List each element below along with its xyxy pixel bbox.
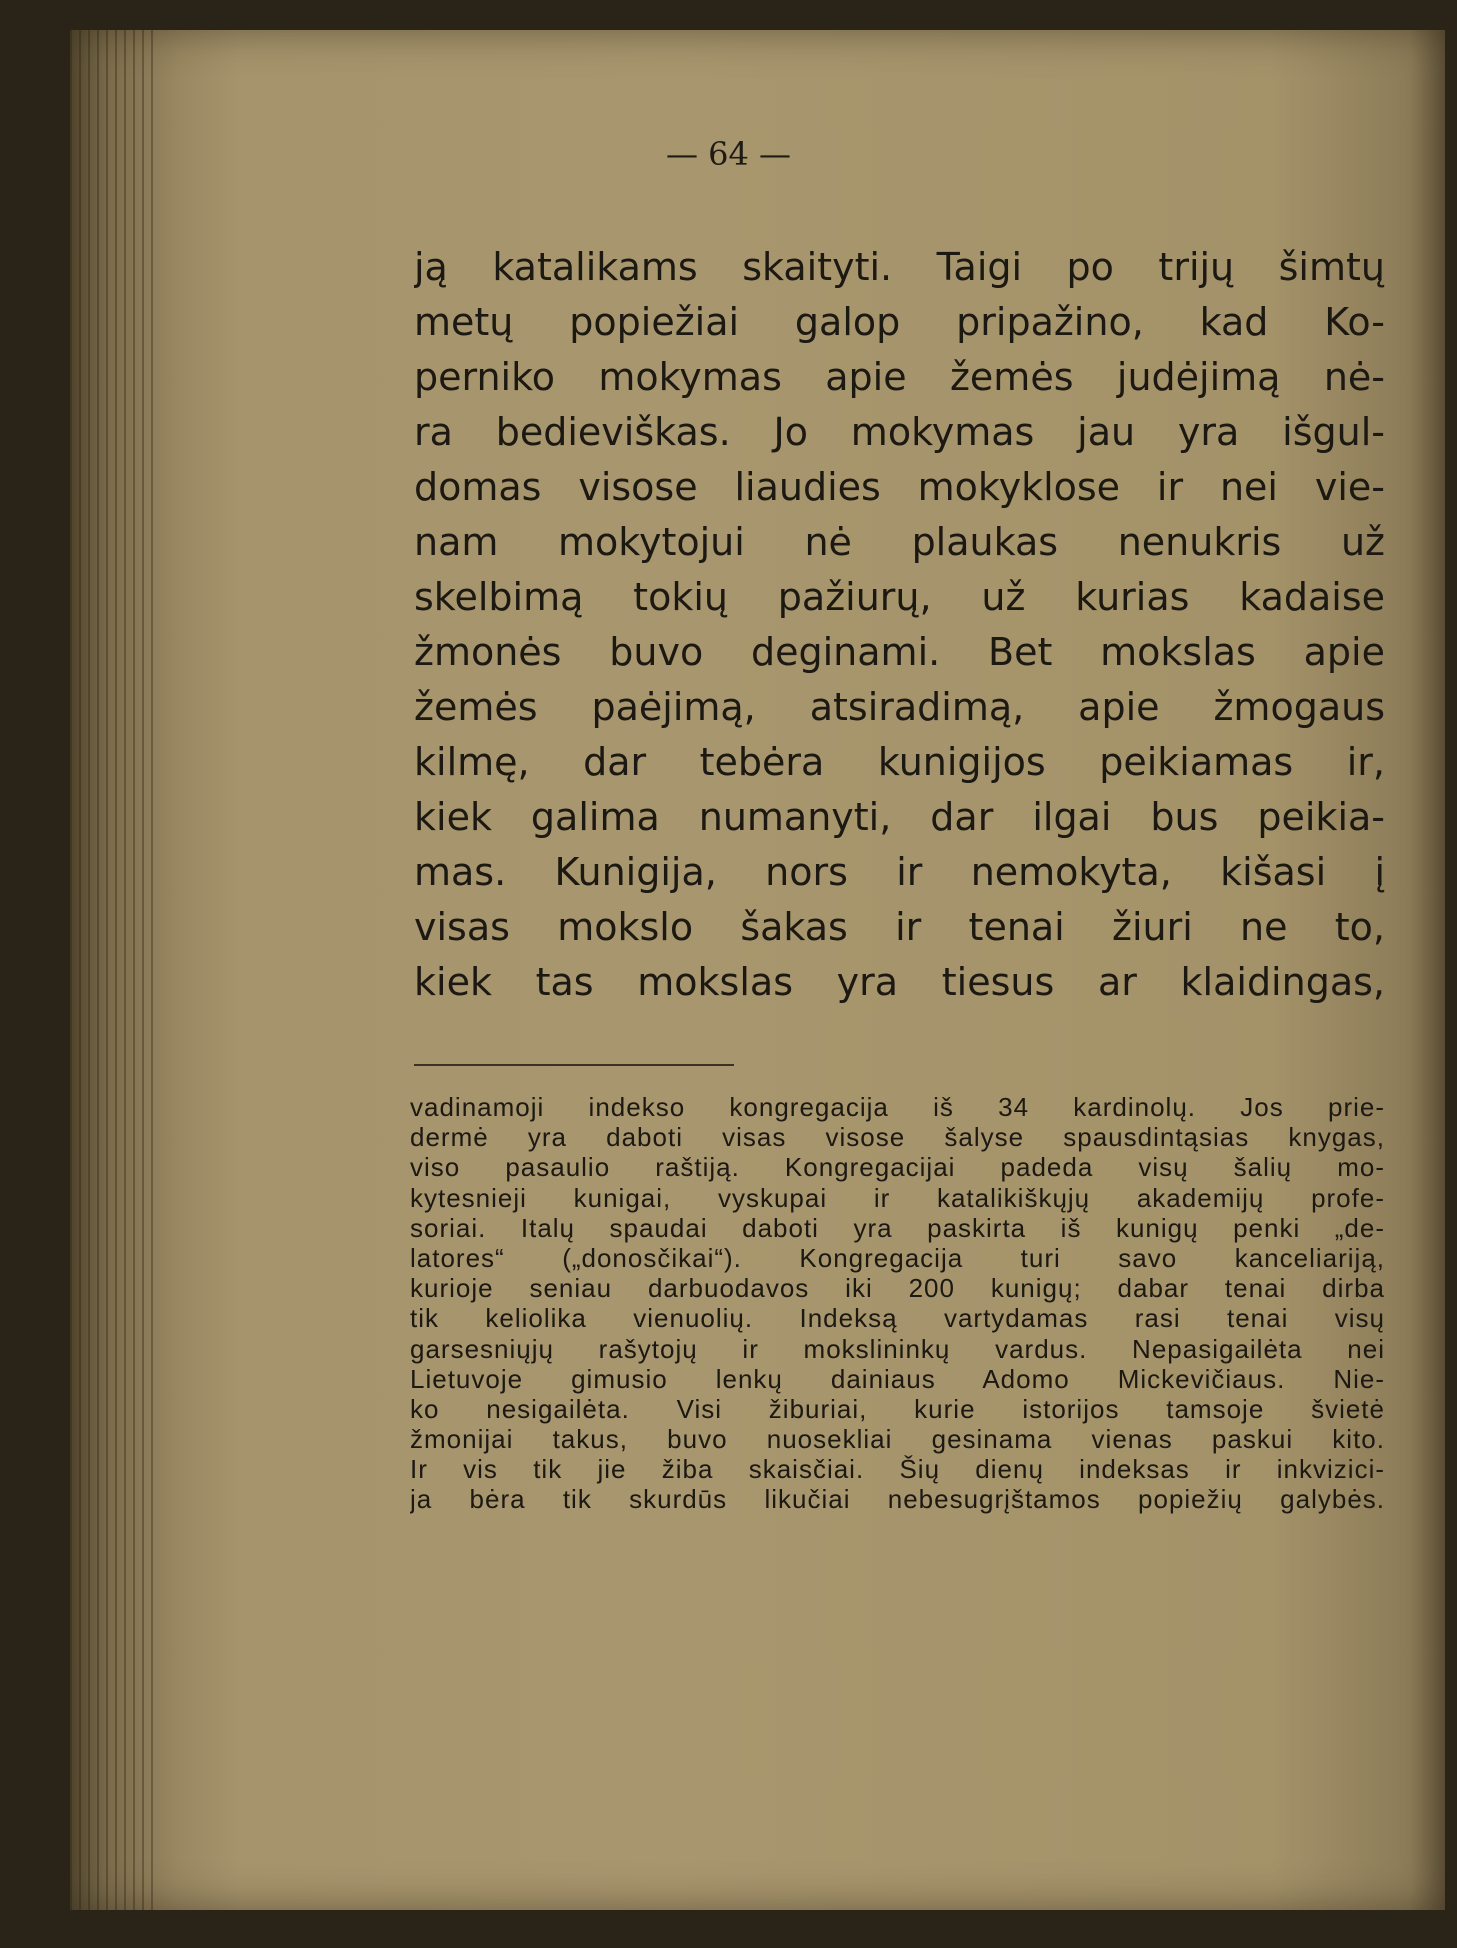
- footnote-line: ja bėra tik skurdūs likučiai nebesugrįštamos popiežių galybės.: [410, 1484, 1385, 1515]
- text-line: nam mokytojui nė plaukas nenukris už: [414, 520, 1385, 564]
- main-text: [414, 240, 1385, 1010]
- footnote-rule: [414, 1064, 734, 1066]
- text-line: kiek tas mokslas yra tiesus ar klaidingas,: [414, 960, 1385, 1004]
- page-binding-edge: [70, 30, 160, 1910]
- footnote-line: Ir vis tik jie žiba skaisčiai. Šių dienų indeksas ir inkvizici-: [410, 1454, 1385, 1485]
- text-line: mas. Kunigija, nors ir nemokyta, kišasi į: [414, 850, 1385, 894]
- text-line: visas mokslo šakas ir tenai žiuri ne to,: [414, 905, 1385, 949]
- text-line: ra bedieviškas. Jo mokymas jau yra išgul-: [414, 410, 1385, 454]
- footnote-line: viso pasaulio raštiją. Kongregacijai padeda visų šalių mo-: [410, 1152, 1385, 1183]
- text-line: skelbimą tokių pažiurų, už kurias kadaise: [414, 575, 1385, 619]
- text-line: kilmę, dar tebėra kunigijos peikiamas ir,: [414, 740, 1385, 784]
- footnote-line: kytesnieji kunigai, vyskupai ir katalikiškųjų akademijų profe-: [410, 1182, 1385, 1213]
- footnote-line: latores“ („donosčikai“). Kongregacija turi savo kanceliariją,: [410, 1242, 1385, 1273]
- footnote-line: dermė yra daboti visas visose šalyse spausdintąsias knygas,: [410, 1122, 1385, 1153]
- text-line: perniko mokymas apie žemės judėjimą nė-: [414, 355, 1385, 399]
- footnote-line: soriai. Italų spaudai daboti yra paskirta iš kunigų penki „de-: [410, 1212, 1385, 1243]
- footnote-line: tik keliolika vienuolių. Indeksą vartydamas rasi tenai visų: [410, 1303, 1385, 1334]
- footnote-line: vadinamoji indekso kongregacija iš 34 kardinolų. Jos prie-: [410, 1092, 1385, 1122]
- text-line: metų popiežiai galop pripažino, kad Ko-: [414, 300, 1385, 344]
- text-line: žemės paėjimą, atsiradimą, apie žmogaus: [414, 685, 1385, 729]
- text-line: žmonės buvo deginami. Bet mokslas apie: [414, 630, 1385, 674]
- footnote-line: garsesniųjų rašytojų ir mokslininkų vardus. Nepasigailėta nei: [410, 1333, 1385, 1364]
- footnote-line: žmonijai takus, buvo nuosekliai gesinama vienas paskui kito.: [410, 1424, 1385, 1455]
- page-number: — 64 —: [665, 135, 792, 173]
- footnote-line: ko nesigailėta. Visi žiburiai, kurie istorijos tamsoje švietė: [410, 1393, 1385, 1424]
- text-line: domas visose liaudies mokyklose ir nei vie-: [414, 465, 1385, 509]
- footnote-text: [410, 1092, 1385, 1515]
- text-line: ją katalikams skaityti. Taigi po trijų šimtų: [414, 245, 1385, 289]
- text-line: kiek galima numanyti, dar ilgai bus peikia-: [414, 795, 1385, 839]
- footnote-line: Lietuvoje gimusio lenkų dainiaus Adomo Mickevičiaus. Nie-: [410, 1363, 1385, 1394]
- footnote-line: kurioje seniau darbuodavos iki 200 kunigų; dabar tenai dirba: [410, 1273, 1385, 1304]
